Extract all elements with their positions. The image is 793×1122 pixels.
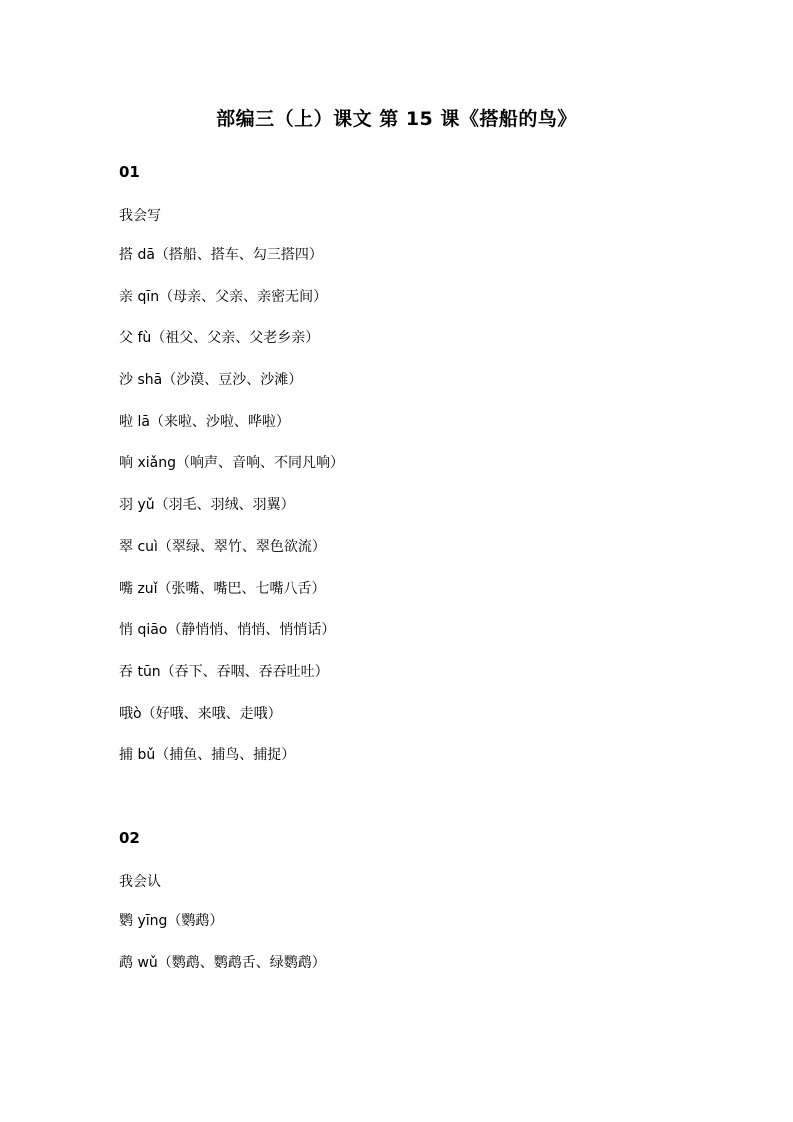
section-number: 02: [119, 829, 140, 847]
character-entry: 鹦 yīng（鹦鹉）: [119, 913, 224, 929]
character-entry: 搭 dā（搭船、搭车、勾三搭四）: [119, 247, 323, 263]
document-title: 部编三（上）课文 第 15 课《搭船的鸟》: [216, 108, 577, 130]
character-entry: 亲 qīn（母亲、父亲、亲密无间）: [119, 288, 328, 305]
character-entry: 悄 qiāo（静悄悄、悄悄、悄悄话）: [119, 622, 336, 639]
character-entry: 嘴 zuǐ（张嘴、嘴巴、七嘴八舌）: [119, 580, 326, 597]
character-entry: 啦 lā（来啦、沙啦、哗啦）: [119, 413, 290, 430]
character-entry: 捕 bǔ（捕鱼、捕鸟、捕捉）: [119, 747, 296, 764]
character-list: [119, 245, 344, 787]
character-entry: 鹉 wǔ（鹦鹉、鹦鹉舌、绿鹦鹉）: [119, 954, 326, 971]
character-entry: 响 xiǎng（响声、音响、不同凡响）: [119, 455, 344, 472]
section-heading: 我会写: [119, 208, 161, 224]
character-entry: 吞 tūn（吞下、吞咽、吞吞吐吐）: [119, 663, 329, 680]
character-entry: 羽 yǔ（羽毛、羽绒、羽翼）: [119, 497, 295, 514]
character-entry: 沙 shā（沙漠、豆沙、沙滩）: [119, 372, 303, 389]
section-heading: 我会认: [119, 874, 161, 890]
character-entry: 父 fù（祖父、父亲、父老乡亲）: [119, 330, 320, 347]
character-list: [119, 911, 326, 994]
character-entry: 哦ò（好哦、来哦、走哦）: [119, 705, 282, 722]
section-number: 01: [119, 163, 140, 181]
character-entry: 翠 cuì（翠绿、翠竹、翠色欲流）: [119, 538, 326, 555]
